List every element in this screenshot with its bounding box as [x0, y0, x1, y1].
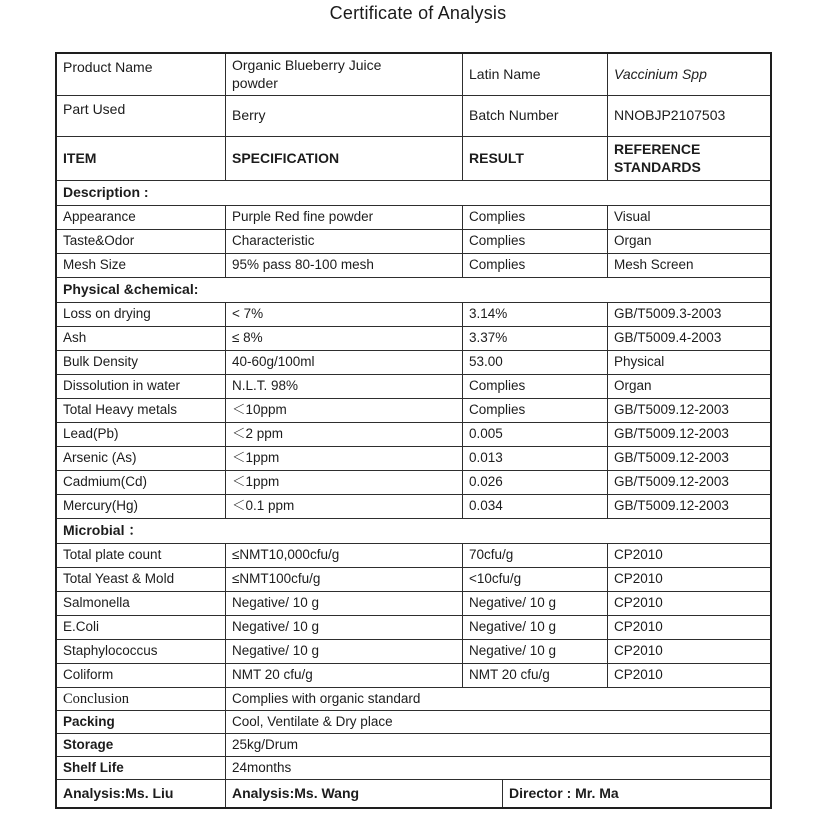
reference-cell — [607, 592, 770, 615]
reference-cell — [607, 230, 770, 253]
table-row-section — [57, 180, 770, 205]
reference-cell-text: GB/T5009.12-2003 — [614, 498, 729, 514]
result-cell — [462, 399, 607, 422]
result-cell — [462, 327, 607, 350]
specification-cell — [225, 351, 462, 374]
result-cell — [462, 96, 607, 136]
table-row-data — [57, 374, 770, 398]
item-cell — [57, 375, 225, 398]
table-row-section — [57, 518, 770, 543]
reference-cell-text: Organ — [614, 378, 652, 394]
reference-cell — [607, 375, 770, 398]
signature-cell-text: Analysis:Ms. Wang — [232, 784, 360, 801]
field-value-cell — [225, 734, 770, 756]
result-cell — [462, 447, 607, 470]
item-cell-text: Total Heavy metals — [63, 402, 178, 418]
table-row-data — [57, 326, 770, 350]
page-title: Certificate of Analysis — [329, 3, 507, 23]
specification-cell-text: 40-60g/100ml — [232, 354, 315, 370]
table-row-data — [57, 398, 770, 422]
specification-cell — [225, 664, 462, 687]
specification-cell — [225, 544, 462, 567]
field-label-cell — [57, 711, 225, 733]
table-row-info — [57, 95, 770, 136]
item-cell — [57, 423, 225, 446]
specification-cell-text: ＜2 ppm — [232, 426, 284, 442]
table-row-info — [57, 54, 770, 95]
reference-cell — [607, 96, 770, 136]
item-cell-text: Ash — [63, 330, 87, 346]
item-cell-text: Lead(Pb) — [63, 426, 119, 442]
field-value-cell-text: 24months — [232, 759, 292, 775]
table-row-wide — [57, 687, 770, 710]
result-cell — [462, 230, 607, 253]
reference-cell — [607, 206, 770, 229]
item-cell-text: Arsenic (As) — [63, 450, 137, 466]
specification-cell-text: Characteristic — [232, 233, 315, 249]
table-row-signature — [57, 779, 770, 807]
specification-cell — [225, 327, 462, 350]
reference-cell — [607, 254, 770, 277]
section-label — [57, 181, 770, 205]
specification-cell — [225, 616, 462, 639]
table-row-section — [57, 277, 770, 302]
item-cell-text: Salmonella — [63, 595, 130, 611]
item-cell-text: Staphylococcus — [63, 643, 158, 659]
item-cell — [57, 327, 225, 350]
reference-cell-text: Vaccinium Spp — [614, 65, 707, 82]
table-row-data — [57, 253, 770, 277]
specification-cell — [225, 471, 462, 494]
result-cell-text: NMT 20 cfu/g — [469, 667, 550, 683]
reference-cell — [607, 351, 770, 374]
result-cell — [462, 206, 607, 229]
result-cell — [462, 495, 607, 518]
specification-cell — [225, 640, 462, 663]
result-cell — [462, 616, 607, 639]
specification-cell — [225, 592, 462, 615]
item-cell — [57, 254, 225, 277]
specification-cell — [225, 303, 462, 326]
item-cell-text: Mesh Size — [63, 257, 127, 273]
reference-cell-text: CP2010 — [614, 667, 663, 683]
result-cell — [462, 664, 607, 687]
table-row-data — [57, 350, 770, 374]
specification-cell-text: ＜1ppm — [232, 474, 280, 490]
result-cell-text: Batch Number — [469, 107, 559, 124]
result-cell-text: Complies — [469, 378, 526, 394]
certificate-table — [55, 52, 772, 809]
field-label-cell-text: Storage — [63, 736, 114, 752]
result-cell-text: Complies — [469, 209, 526, 225]
reference-cell — [607, 399, 770, 422]
item-cell-text: E.Coli — [63, 619, 100, 635]
item-cell-text: Bulk Density — [63, 354, 139, 370]
reference-cell — [607, 327, 770, 350]
result-cell — [462, 544, 607, 567]
result-cell-text: <10cfu/g — [469, 571, 522, 587]
reference-cell-text: CP2010 — [614, 547, 663, 563]
specification-cell-text: 95% pass 80-100 mesh — [232, 257, 374, 273]
field-label-cell-text: Packing — [63, 713, 115, 729]
table-row-data — [57, 639, 770, 663]
result-cell-text: 3.37% — [469, 330, 508, 346]
result-cell-text: Negative/ 10 g — [469, 619, 557, 635]
item-cell-text: Taste&Odor — [63, 233, 135, 249]
field-label-cell — [57, 757, 225, 779]
field-value-cell-text: Complies with organic standard — [232, 690, 421, 706]
reference-cell-text: Visual — [614, 209, 651, 225]
specification-cell-text: < 7% — [232, 306, 264, 322]
item-cell — [57, 351, 225, 374]
reference-cell — [607, 640, 770, 663]
result-cell — [462, 592, 607, 615]
item-cell — [57, 206, 225, 229]
section-label-text: Physical &chemical: — [63, 281, 199, 298]
section-label — [57, 519, 770, 543]
result-cell-text: 0.005 — [469, 426, 503, 442]
signature-cell — [225, 780, 502, 807]
result-cell-text: Negative/ 10 g — [469, 643, 557, 659]
reference-cell-text: GB/T5009.12-2003 — [614, 402, 729, 418]
result-cell-text: 53.00 — [469, 354, 503, 370]
signature-cell-text: Director : Mr. Ma — [509, 784, 619, 801]
reference-cell-text: GB/T5009.3-2003 — [614, 306, 722, 322]
reference-cell — [607, 447, 770, 470]
specification-cell-text: ≤ 8% — [232, 330, 263, 346]
specification-cell — [225, 423, 462, 446]
result-cell — [462, 471, 607, 494]
reference-cell-text: NNOBJP2107503 — [614, 107, 726, 124]
specification-cell-text: NMT 20 cfu/g — [232, 667, 313, 683]
specification-cell — [225, 137, 462, 180]
reference-cell — [607, 54, 770, 95]
item-cell — [57, 616, 225, 639]
table-row-data — [57, 470, 770, 494]
table-row-data — [57, 567, 770, 591]
specification-cell-text: Negative/ 10 g — [232, 619, 320, 635]
item-cell-text: ITEM — [63, 149, 97, 166]
item-cell-text: Mercury(Hg) — [63, 498, 139, 514]
item-cell-text: Total Yeast & Mold — [63, 571, 175, 587]
reference-cell-text: CP2010 — [614, 595, 663, 611]
reference-cell — [607, 616, 770, 639]
result-cell — [462, 568, 607, 591]
table-row-data — [57, 302, 770, 326]
table-row-data — [57, 494, 770, 518]
result-cell-text: Complies — [469, 402, 526, 418]
reference-cell-text: GB/T5009.4-2003 — [614, 330, 722, 346]
item-cell — [57, 54, 225, 95]
result-cell — [462, 254, 607, 277]
item-cell-text: Loss on drying — [63, 306, 151, 322]
item-cell — [57, 303, 225, 326]
reference-cell — [607, 423, 770, 446]
result-cell-text: 0.034 — [469, 498, 503, 514]
result-cell-text: Complies — [469, 257, 526, 273]
reference-cell-text: CP2010 — [614, 619, 663, 635]
field-value-cell — [225, 711, 770, 733]
specification-cell — [225, 254, 462, 277]
item-cell — [57, 568, 225, 591]
field-label-cell — [57, 688, 225, 710]
item-cell — [57, 592, 225, 615]
result-cell-text: Negative/ 10 g — [469, 595, 557, 611]
table-row-data — [57, 446, 770, 470]
field-value-cell-text: 25kg/Drum — [232, 736, 299, 752]
specification-cell — [225, 399, 462, 422]
reference-cell — [607, 664, 770, 687]
result-cell — [462, 375, 607, 398]
reference-cell-text: CP2010 — [614, 571, 663, 587]
specification-cell — [225, 568, 462, 591]
specification-cell — [225, 495, 462, 518]
signature-cell — [502, 780, 770, 807]
signature-cell — [57, 780, 225, 807]
specification-cell-text: ≤NMT10,000cfu/g — [232, 547, 340, 563]
field-label-cell-text: Shelf Life — [63, 759, 124, 775]
table-row-data — [57, 422, 770, 446]
reference-cell-text: GB/T5009.12-2003 — [614, 426, 729, 442]
specification-cell-text: ＜1ppm — [232, 450, 280, 466]
specification-cell — [225, 375, 462, 398]
specification-cell — [225, 96, 462, 136]
table-row-wide — [57, 756, 770, 779]
table-row-wide — [57, 710, 770, 733]
section-label-text: Microbial ： — [63, 522, 143, 539]
specification-cell-text: Berry — [232, 107, 266, 124]
section-label — [57, 278, 770, 302]
field-label-cell-text: Conclusion — [63, 690, 130, 707]
reference-cell-text: GB/T5009.12-2003 — [614, 474, 729, 490]
specification-cell — [225, 206, 462, 229]
item-cell — [57, 544, 225, 567]
result-cell — [462, 303, 607, 326]
reference-cell-text: REFERENCE STANDARDS — [614, 141, 701, 175]
result-cell-text: 0.013 — [469, 450, 503, 466]
reference-cell — [607, 303, 770, 326]
specification-cell-text: ＜10ppm — [232, 402, 287, 418]
reference-cell — [607, 495, 770, 518]
reference-cell-text: Physical — [614, 354, 665, 370]
item-cell-text: Cadmium(Cd) — [63, 474, 148, 490]
specification-cell-text: ≤NMT100cfu/g — [232, 571, 321, 587]
item-cell-text: Total plate count — [63, 547, 162, 563]
specification-cell — [225, 447, 462, 470]
table-row-wide — [57, 733, 770, 756]
reference-cell — [607, 471, 770, 494]
table-row-data — [57, 229, 770, 253]
specification-cell-text: Negative/ 10 g — [232, 643, 320, 659]
field-value-cell — [225, 757, 770, 779]
field-value-cell-text: Cool, Ventilate & Dry place — [232, 713, 393, 729]
table-row-data — [57, 663, 770, 687]
item-cell — [57, 96, 225, 136]
result-cell — [462, 351, 607, 374]
table-row-data — [57, 205, 770, 229]
item-cell — [57, 640, 225, 663]
result-cell-text: 70cfu/g — [469, 547, 514, 563]
table-row-header — [57, 136, 770, 180]
reference-cell-text: GB/T5009.12-2003 — [614, 450, 729, 466]
reference-cell — [607, 544, 770, 567]
field-value-cell — [225, 688, 770, 710]
reference-cell-text: Organ — [614, 233, 652, 249]
item-cell — [57, 471, 225, 494]
result-cell-text: 3.14% — [469, 306, 508, 322]
signature-cell-text: Analysis:Ms. Liu — [63, 784, 174, 801]
field-label-cell — [57, 734, 225, 756]
table-row-data — [57, 543, 770, 567]
result-cell — [462, 137, 607, 180]
item-cell — [57, 664, 225, 687]
result-cell-text: Latin Name — [469, 65, 541, 82]
specification-cell — [225, 230, 462, 253]
item-cell — [57, 447, 225, 470]
result-cell-text: RESULT — [469, 149, 524, 166]
section-label-text: Description : — [63, 184, 149, 201]
result-cell-text: Complies — [469, 233, 526, 249]
reference-cell-text: CP2010 — [614, 643, 663, 659]
result-cell — [462, 640, 607, 663]
item-cell-text: Dissolution in water — [63, 378, 181, 394]
item-cell-text: Coliform — [63, 667, 114, 683]
specification-cell-text: Organic Blueberry Juice powder — [232, 57, 382, 91]
specification-cell-text: Purple Red fine powder — [232, 209, 374, 225]
item-cell — [57, 230, 225, 253]
reference-cell — [607, 137, 770, 180]
item-cell-text: Appearance — [63, 209, 136, 225]
reference-cell-text: Mesh Screen — [614, 257, 694, 273]
specification-cell-text: Negative/ 10 g — [232, 595, 320, 611]
item-cell — [57, 399, 225, 422]
result-cell-text: 0.026 — [469, 474, 503, 490]
item-cell-text: Part Used — [63, 101, 126, 117]
item-cell — [57, 495, 225, 518]
specification-cell-text: SPECIFICATION — [232, 149, 340, 166]
item-cell-text: Product Name — [63, 59, 153, 75]
item-cell — [57, 137, 225, 180]
result-cell — [462, 54, 607, 95]
specification-cell-text: N.L.T. 98% — [232, 378, 299, 394]
table-row-data — [57, 591, 770, 615]
table-row-data — [57, 615, 770, 639]
specification-cell-text: ＜0.1 ppm — [232, 498, 295, 514]
result-cell — [462, 423, 607, 446]
specification-cell — [225, 54, 462, 95]
reference-cell — [607, 568, 770, 591]
